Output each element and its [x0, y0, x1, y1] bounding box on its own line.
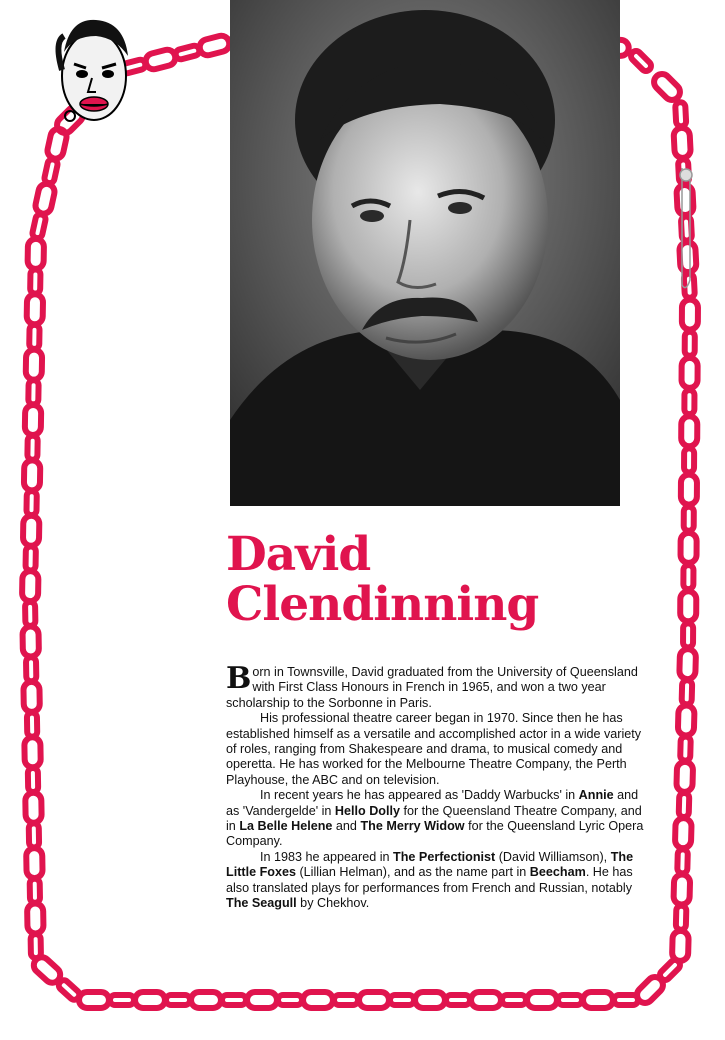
chain-link	[682, 680, 693, 704]
chain-link	[679, 793, 690, 817]
chain-link	[675, 102, 686, 126]
chain-link	[673, 127, 690, 158]
chain-link	[22, 626, 38, 656]
chain-link	[28, 768, 38, 792]
chain-link	[683, 565, 693, 589]
chain-link	[26, 848, 42, 878]
chain-link	[558, 995, 582, 1005]
chain-link	[651, 71, 684, 104]
chain-link	[675, 818, 692, 848]
chain-link	[359, 992, 389, 1008]
chain-link	[471, 992, 501, 1008]
show-title: La Belle Helene	[239, 819, 333, 834]
show-title: The Seagull	[226, 896, 297, 911]
chain-link	[415, 992, 445, 1008]
chain-link	[682, 300, 698, 330]
chain-link	[278, 995, 302, 1005]
chain-link	[30, 879, 40, 903]
chain-link	[684, 507, 694, 531]
chain-link	[27, 436, 37, 460]
chain-link	[676, 906, 687, 930]
chain-link	[681, 358, 697, 388]
chain-link	[29, 823, 39, 847]
chain-link	[629, 49, 653, 73]
chain-link	[446, 995, 470, 1005]
chain-link	[676, 185, 693, 216]
chain-link	[26, 657, 36, 681]
chain-link	[27, 294, 43, 324]
chain-link	[247, 992, 277, 1008]
chain-link	[679, 649, 696, 679]
chain-link	[222, 995, 246, 1005]
chain-link	[79, 992, 109, 1008]
bio-paragraph-4: In 1983 he appeared in The Perfectionist (David Williamson), The Little Foxes (Lillian Helman), and as the name part in Beecham. He has also translated plays for performances from French and Russian, notably The Seagull by Chekhov.	[226, 849, 634, 911]
chain-link	[198, 34, 231, 57]
chain-link	[681, 475, 697, 505]
show-title: Hello Dolly	[334, 803, 400, 818]
chain-link	[110, 995, 134, 1005]
chain-link	[683, 623, 693, 647]
biography-text	[226, 661, 654, 912]
show-title: Annie	[578, 788, 614, 803]
chain-link	[527, 992, 557, 1008]
chain-link	[26, 349, 42, 379]
chain-link	[678, 705, 695, 735]
chain-link	[673, 874, 690, 904]
title-first-name: David	[226, 527, 371, 582]
chain-link	[31, 934, 41, 958]
chain-link	[677, 849, 688, 873]
page-title	[226, 527, 666, 632]
chain-link	[25, 793, 41, 823]
chain-link	[32, 213, 47, 239]
show-title: The Perfectionist	[393, 849, 496, 864]
chain-link	[583, 992, 613, 1008]
chain-link	[175, 45, 201, 61]
chain-link	[25, 405, 41, 435]
chain-link	[24, 460, 40, 490]
chain-link	[34, 182, 56, 215]
chain-link	[29, 325, 39, 349]
chain-link	[25, 602, 35, 626]
chain-link	[672, 931, 689, 961]
chain-link	[135, 992, 165, 1008]
chain-link	[144, 48, 177, 71]
chain-link	[27, 713, 37, 737]
chain-link	[502, 995, 526, 1005]
chain-link	[680, 533, 696, 563]
mascot-face-icon	[50, 12, 134, 130]
chain-link	[22, 571, 38, 601]
chain-link	[680, 737, 691, 761]
chain-link	[44, 158, 59, 184]
chain-link	[676, 762, 693, 792]
chain-link	[24, 737, 40, 767]
chain-link	[681, 416, 697, 446]
chain-link	[684, 448, 694, 472]
chain-link	[28, 239, 44, 269]
show-title: Beecham	[529, 865, 586, 880]
portrait-photo	[230, 0, 620, 506]
title-last-name: Clendinning	[226, 577, 539, 632]
chain-link	[25, 546, 35, 570]
chain-link	[30, 269, 40, 293]
bio-paragraph-2: His professional theatre career began in 1970. Since then he has established himself as a versatile and accomplished actor in a wide variety of roles, ranging from Shakespeare and drama, to musical comedy and operetta. He has worked for the Melbourne Theatre Company, the Perth Playhouse, the ABC and on television.	[226, 711, 642, 787]
bio-paragraph-3: In recent years he has appeared as 'Daddy Warbucks' in Annie and as 'Vandergelde' in Hello Dolly for the Queensland Theatre Company, and in La Belle Helene and The Merry Widow for the Queensland Lyric Opera Company.	[226, 788, 644, 849]
chain-link	[334, 995, 358, 1005]
chain-link	[23, 682, 39, 712]
chain-link	[28, 380, 38, 404]
chain-link	[390, 995, 414, 1005]
drop-cap: B	[226, 661, 252, 696]
bio-paragraph-1: Born in Townsville, David graduated from the University of Queensland with First Class Honours in French in 1965, and won a two year scholarship to the Sorbonne in Paris.	[226, 661, 638, 710]
show-title: The Little Foxes	[226, 849, 634, 880]
chain-link	[684, 390, 694, 414]
chain-link	[191, 992, 221, 1008]
chain-link	[680, 591, 696, 621]
chain-link	[26, 491, 36, 515]
chain-link	[303, 992, 333, 1008]
chain-link	[27, 903, 43, 933]
show-title: The Merry Widow	[360, 819, 465, 834]
chain-link	[685, 332, 695, 356]
chain-link	[166, 995, 190, 1005]
chain-link	[23, 516, 39, 546]
chain-link	[614, 995, 638, 1005]
